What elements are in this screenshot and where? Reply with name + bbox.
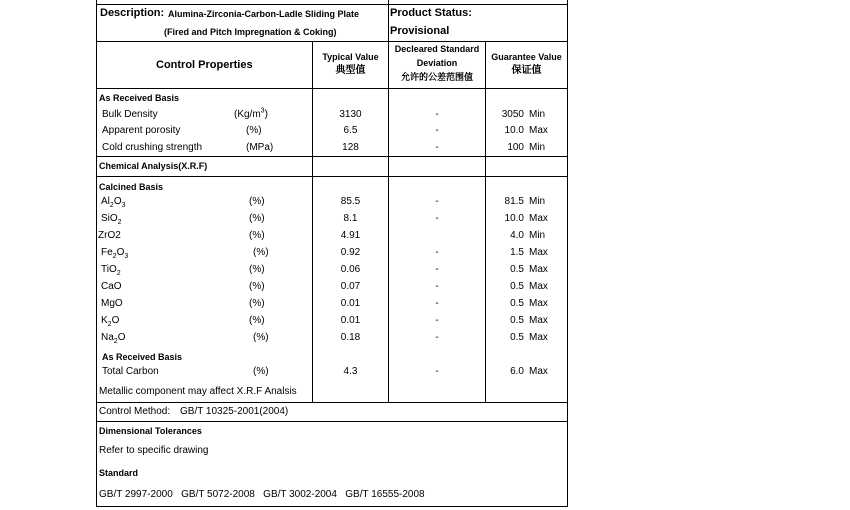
deviation-value: - <box>435 142 439 153</box>
rule <box>96 156 568 157</box>
control-method-value: GB/T 10325-2001(2004) <box>180 406 289 417</box>
deviation-value: - <box>435 315 439 326</box>
guarantee-limit: Min <box>529 230 546 241</box>
formula-part: Al <box>101 196 110 207</box>
rule <box>96 4 568 5</box>
formula-subscript: 2 <box>113 338 118 345</box>
rule <box>96 88 568 89</box>
property-unit <box>234 109 268 121</box>
guarantee-limit: Max <box>529 247 548 258</box>
guarantee-value: 4.0 <box>510 230 524 241</box>
unit-text: (Kg/m <box>234 109 261 120</box>
deviation-cn-header: 允许的公差范围值 <box>400 73 473 83</box>
typical-value: 85.5 <box>340 196 361 207</box>
description-title: Alumina-Zirconia-Carbon-Ladle Sliding Plate <box>168 9 360 19</box>
control-properties-header: Control Properties <box>156 59 253 71</box>
typical-value: 0.92 <box>340 247 361 258</box>
guarantee-limit: Min <box>529 142 546 153</box>
formula-part: O <box>113 196 122 207</box>
typical-value: 6.5 <box>343 125 358 136</box>
compound-unit: (%) <box>249 264 265 275</box>
total-carbon-guarantee: 6.0 <box>510 366 524 377</box>
formula-subscript: 3 <box>124 253 129 260</box>
guarantee-value: 3050 <box>501 109 524 120</box>
formula-part: SiO <box>101 213 118 224</box>
typical-value: 0.18 <box>340 332 361 343</box>
compound-formula <box>101 247 128 259</box>
guarantee-limit: Max <box>529 213 548 224</box>
compound-unit: (%) <box>249 213 265 224</box>
standard-heading: Standard <box>99 468 139 478</box>
rule <box>567 0 568 507</box>
rule <box>96 506 568 507</box>
formula-part: O <box>117 332 126 343</box>
spec-sheet <box>96 0 568 507</box>
guarantee-value: 0.5 <box>510 264 524 275</box>
guarantee-value: 0.5 <box>510 332 524 343</box>
guarantee-value-cn-header: 保证值 <box>511 65 542 76</box>
deviation-header-line2: Deviation <box>416 58 458 68</box>
deviation-header-line1: Decleared Standard <box>394 44 480 54</box>
rule <box>96 402 568 403</box>
total-carbon-limit: Max <box>529 366 548 377</box>
formula-part: O <box>116 247 125 258</box>
typical-value-cn-header: 典型值 <box>335 65 366 76</box>
formula-part: Na <box>101 332 114 343</box>
deviation-value: - <box>435 109 439 120</box>
typical-value: 3130 <box>339 109 362 120</box>
formula-subscript: 2 <box>112 253 117 260</box>
compound-formula <box>98 230 121 242</box>
guarantee-limit: Max <box>529 298 548 309</box>
formula-part: MgO <box>101 298 123 309</box>
formula-subscript: 2 <box>117 219 122 226</box>
property-unit <box>246 125 262 137</box>
compound-formula <box>101 264 121 276</box>
guarantee-value: 0.5 <box>510 281 524 292</box>
deviation-value: - <box>435 281 439 292</box>
rule <box>96 421 568 422</box>
guarantee-limit: Max <box>529 264 548 275</box>
status-label: Product Status: <box>390 7 472 19</box>
standards-list: GB/T 2997-2000 GB/T 5072-2008 GB/T 3002-2004 GB/T 16555-2008 <box>99 489 425 500</box>
guarantee-limit: Min <box>529 109 546 120</box>
compound-unit: (%) <box>249 298 265 309</box>
total-carbon-typical: 4.3 <box>343 366 358 377</box>
guarantee-value: 10.0 <box>504 125 524 136</box>
guarantee-value: 0.5 <box>510 298 524 309</box>
dimensional-tolerances-heading: Dimensional Tolerances <box>99 426 202 436</box>
description-label: Description: <box>100 7 165 19</box>
unit-superscript: 3 <box>260 107 265 115</box>
calcined-basis-heading: Calcined Basis <box>99 182 164 192</box>
description-subtitle: (Fired and Pitch Impregnation & Coking) <box>164 27 337 37</box>
formula-part: CaO <box>101 281 122 292</box>
compound-unit: (%) <box>249 196 265 207</box>
typical-value: 0.06 <box>340 264 361 275</box>
rule <box>96 176 568 177</box>
typical-value: 0.01 <box>340 315 361 326</box>
property-unit <box>246 142 273 154</box>
total-carbon-deviation: - <box>435 366 439 377</box>
formula-subscript: 3 <box>121 202 126 209</box>
compound-unit: (%) <box>249 230 265 241</box>
compound-formula <box>101 281 122 293</box>
compound-formula <box>101 196 126 208</box>
guarantee-limit: Max <box>529 332 548 343</box>
guarantee-limit: Max <box>529 281 548 292</box>
formula-part: K <box>101 315 108 326</box>
deviation-value: - <box>435 213 439 224</box>
formula-subscript: 2 <box>116 270 121 277</box>
deviation-value: - <box>435 298 439 309</box>
typical-value-header: Typical Value <box>322 52 379 62</box>
unit-text: ) <box>264 109 268 120</box>
guarantee-limit: Max <box>529 125 548 136</box>
typical-value: 4.91 <box>340 230 361 241</box>
deviation-value: - <box>435 247 439 258</box>
as-received-heading: As Received Basis <box>99 93 180 103</box>
unit-text: (%) <box>246 125 262 136</box>
guarantee-value: 1.5 <box>510 247 524 258</box>
compound-unit: (%) <box>249 315 265 326</box>
guarantee-value: 100 <box>507 142 524 153</box>
compound-unit: (%) <box>253 332 269 343</box>
compound-formula <box>101 315 119 327</box>
property-label: Bulk Density <box>102 109 158 120</box>
formula-part: TiO <box>101 264 117 275</box>
rule <box>96 41 568 42</box>
unit-text: (MPa) <box>246 142 274 153</box>
guarantee-limit: Max <box>529 315 548 326</box>
guarantee-value: 0.5 <box>510 315 524 326</box>
guarantee-value: 81.5 <box>504 196 524 207</box>
deviation-value: - <box>435 332 439 343</box>
deviation-value: - <box>435 196 439 207</box>
typical-value: 8.1 <box>343 213 358 224</box>
formula-part: ZrO2 <box>98 230 121 241</box>
chemical-analysis-heading: Chemical Analysis(X.R.F) <box>99 161 208 171</box>
compound-formula <box>101 213 122 225</box>
total-carbon-unit: (%) <box>253 366 269 377</box>
property-label: Cold crushing strength <box>102 142 203 153</box>
rule <box>96 0 97 507</box>
control-method-label: Control Method: <box>99 406 171 417</box>
deviation-value: - <box>435 264 439 275</box>
total-carbon-label: Total Carbon <box>102 366 159 377</box>
guarantee-value-header: Guarantee Value <box>491 52 562 62</box>
formula-part: Fe <box>101 247 113 258</box>
typical-value: 0.01 <box>340 298 361 309</box>
dimensional-tolerances-text: Refer to specific drawing <box>99 445 209 456</box>
formula-part: O <box>111 315 120 326</box>
typical-value: 0.07 <box>340 281 361 292</box>
guarantee-value: 10.0 <box>504 213 524 224</box>
guarantee-limit: Min <box>529 196 546 207</box>
formula-subscript: 2 <box>107 321 112 328</box>
compound-unit: (%) <box>253 247 269 258</box>
deviation-value: - <box>435 125 439 136</box>
compound-formula <box>101 332 125 344</box>
compound-unit: (%) <box>249 281 265 292</box>
typical-value: 128 <box>342 142 359 153</box>
as-received-basis-heading-2: As Received Basis <box>102 352 183 362</box>
compound-formula <box>101 298 123 310</box>
property-label: Apparent porosity <box>102 125 181 136</box>
status-value: Provisional <box>390 25 450 37</box>
formula-subscript: 2 <box>109 202 114 209</box>
xrf-note: Metallic component may affect X.R.F Analsis <box>99 386 297 397</box>
